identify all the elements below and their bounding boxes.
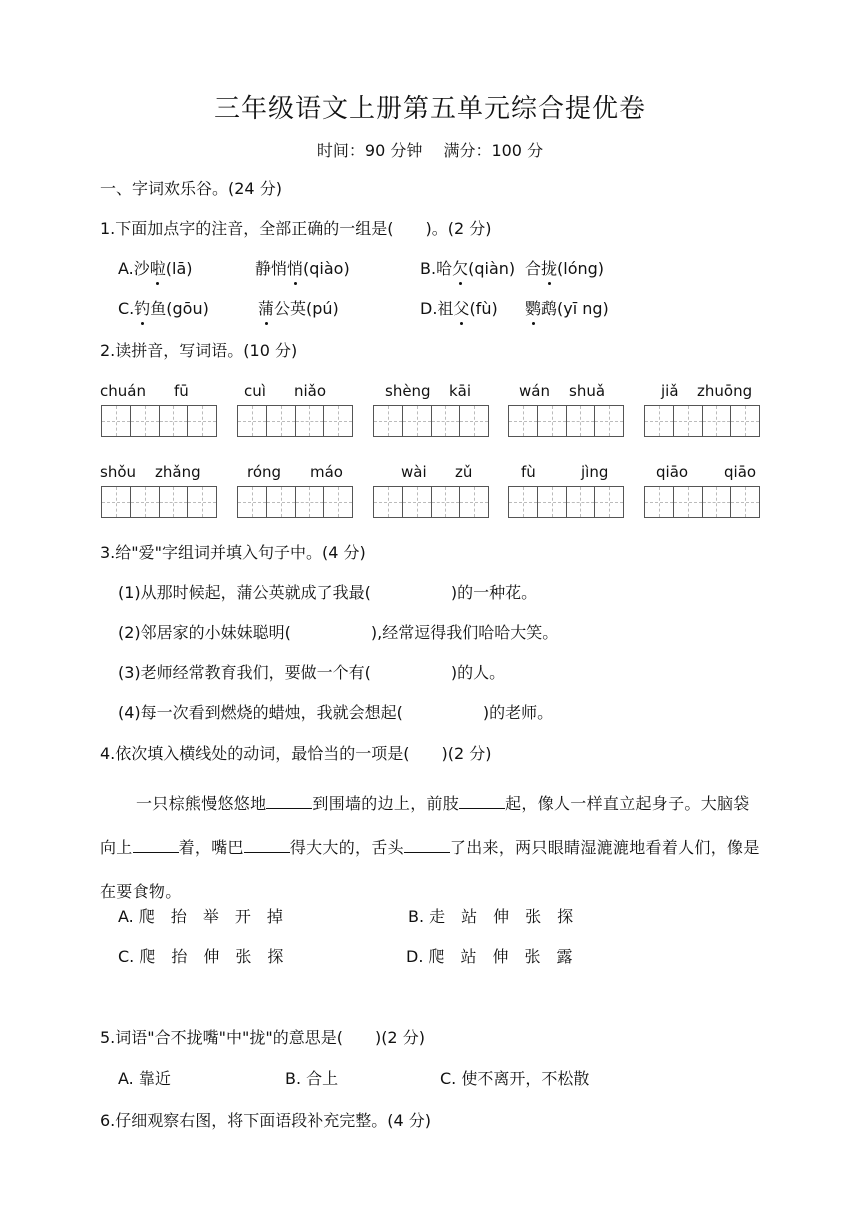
q3-sentence-4: (4)每一次看到燃烧的蜡烛，我就会想起( )的老师。 bbox=[118, 703, 554, 722]
fill-blank[interactable] bbox=[133, 836, 179, 853]
q1-c2-post: 公英(pú) bbox=[274, 299, 339, 318]
q1-option-d2 bbox=[525, 298, 609, 320]
q1-d-pre: D.祖 bbox=[420, 299, 454, 318]
question-6-stem: 6.仔细观察右图，将下面语段补充完整。(4 分) bbox=[100, 1111, 432, 1130]
pinyin: shǒu bbox=[100, 463, 137, 481]
pinyin: shuǎ bbox=[569, 382, 606, 400]
q1-a2-dotted: 悄 bbox=[287, 259, 304, 278]
q1-d-dotted: 父 bbox=[453, 299, 470, 318]
q1-option-d bbox=[420, 298, 498, 320]
q4-option-c: C. 爬 抬 伸 张 探 bbox=[118, 947, 284, 966]
q1-option-c bbox=[118, 298, 209, 320]
fill-blank[interactable] bbox=[404, 836, 450, 853]
writing-grid[interactable] bbox=[644, 486, 760, 518]
q4-passage bbox=[100, 782, 764, 914]
pinyin: qiāo bbox=[724, 463, 757, 481]
q1-d-post: (fù) bbox=[469, 299, 498, 318]
writing-grid[interactable] bbox=[237, 486, 353, 518]
q4-option-b: B. 走 站 伸 张 探 bbox=[408, 907, 574, 926]
q1-option-b bbox=[420, 258, 515, 280]
writing-grid[interactable] bbox=[373, 486, 489, 518]
passage-text: 到围墙的边上，前肢 bbox=[312, 794, 460, 813]
pinyin: shèng bbox=[385, 382, 431, 400]
q1-b2-post: (lóng) bbox=[557, 259, 605, 278]
q1-d2-post: 鹉(yī ng) bbox=[541, 299, 609, 318]
pinyin: zhuōng bbox=[697, 382, 753, 400]
question-3-stem: 3.给"爱"字组词并填入句子中。(4 分) bbox=[100, 543, 366, 562]
q5-option-c: C. 使不离开，不松散 bbox=[440, 1069, 590, 1088]
question-4-stem: 4.依次填入横线处的动词，最恰当的一项是( )(2 分) bbox=[100, 744, 492, 763]
writing-grid[interactable] bbox=[508, 486, 624, 518]
passage-text: 起，像人一样直立起身子。大脑袋向上 bbox=[100, 794, 750, 857]
q1-option-b2 bbox=[525, 258, 604, 280]
q3-sentence-1: (1)从那时候起，蒲公英就成了我最( )的一种花。 bbox=[118, 583, 538, 602]
q1-b-post: (qiàn) bbox=[468, 259, 516, 278]
q1-c-post: 鱼(gōu) bbox=[150, 299, 209, 318]
question-1-stem: 1.下面加点字的注音，全部正确的一组是( )。(2 分) bbox=[100, 219, 492, 238]
writing-grid[interactable] bbox=[101, 486, 217, 518]
pinyin: zhǎng bbox=[155, 463, 201, 481]
question-2-stem: 2.读拼音，写词语。(10 分) bbox=[100, 341, 298, 360]
question-5-stem: 5.词语"合不拢嘴"中"拢"的意思是( )(2 分) bbox=[100, 1028, 425, 1047]
writing-grid[interactable] bbox=[237, 405, 353, 437]
q1-a2-post: (qiào) bbox=[303, 259, 350, 278]
pinyin: qiāo bbox=[656, 463, 689, 481]
pinyin: wán bbox=[519, 382, 550, 400]
q1-c-pre: C. bbox=[118, 299, 135, 318]
q1-option-a2 bbox=[255, 258, 350, 280]
passage-text: 着，嘴巴 bbox=[178, 838, 244, 857]
fill-blank[interactable] bbox=[266, 792, 312, 809]
q4-option-d: D. 爬 站 伸 张 露 bbox=[406, 947, 573, 966]
q3-sentence-3: (3)老师经常教育我们，要做一个有( )的人。 bbox=[118, 663, 506, 682]
pinyin: zǔ bbox=[455, 463, 473, 481]
q1-option-c2 bbox=[258, 298, 339, 320]
passage-text: 了出来，两只眼睛湿漉漉地看着人们，像是在要食物。 bbox=[100, 838, 760, 901]
writing-grid[interactable] bbox=[508, 405, 624, 437]
passage-text: 一只棕熊慢悠悠地 bbox=[136, 794, 267, 813]
q1-d2-dotted: 鹦 bbox=[525, 299, 542, 318]
q1-a-pre: A.沙 bbox=[118, 259, 150, 278]
q1-a-dotted: 啦 bbox=[149, 259, 166, 278]
pinyin: niǎo bbox=[294, 382, 327, 400]
q3-sentence-2: (2)邻居家的小妹妹聪明( ),经常逗得我们哈哈大笑。 bbox=[118, 623, 559, 642]
q1-b2-pre: 合 bbox=[525, 259, 542, 278]
fill-blank[interactable] bbox=[459, 792, 505, 809]
pinyin: jìng bbox=[581, 463, 609, 481]
passage-text: 得大大的，舌头 bbox=[289, 838, 404, 857]
q1-option-a bbox=[118, 258, 193, 280]
pinyin: cuì bbox=[244, 382, 266, 400]
q1-c2-dotted: 蒲 bbox=[258, 299, 275, 318]
section-heading: 一、字词欢乐谷。(24 分) bbox=[100, 179, 282, 198]
pinyin: jiǎ bbox=[661, 382, 679, 400]
pinyin: róng bbox=[247, 463, 282, 481]
q1-b2-dotted: 拢 bbox=[541, 259, 558, 278]
pinyin: fū bbox=[174, 382, 189, 400]
writing-grid[interactable] bbox=[644, 405, 760, 437]
pinyin: chuán bbox=[100, 382, 146, 400]
writing-grid[interactable] bbox=[373, 405, 489, 437]
page-title: 三年级语文上册第五单元综合提优卷 bbox=[213, 94, 646, 124]
writing-grid[interactable] bbox=[101, 405, 217, 437]
q5-option-b: B. 合上 bbox=[285, 1069, 339, 1088]
pinyin: wài bbox=[401, 463, 427, 481]
pinyin: kāi bbox=[449, 382, 472, 400]
q4-option-a: A. 爬 抬 举 开 掉 bbox=[118, 907, 283, 926]
q5-option-a: A. 靠近 bbox=[118, 1069, 171, 1088]
exam-time-info: 时间：90 分钟 满分：100 分 bbox=[316, 141, 544, 160]
q1-b-dotted: 欠 bbox=[452, 259, 469, 278]
pinyin: máo bbox=[310, 463, 343, 481]
fill-blank[interactable] bbox=[244, 836, 290, 853]
q1-b-pre: B.哈 bbox=[420, 259, 453, 278]
q1-a-post: (lā) bbox=[165, 259, 193, 278]
q1-c-dotted: 钓 bbox=[134, 299, 151, 318]
q1-a2-pre: 静悄 bbox=[255, 259, 288, 278]
pinyin: fù bbox=[521, 463, 536, 481]
